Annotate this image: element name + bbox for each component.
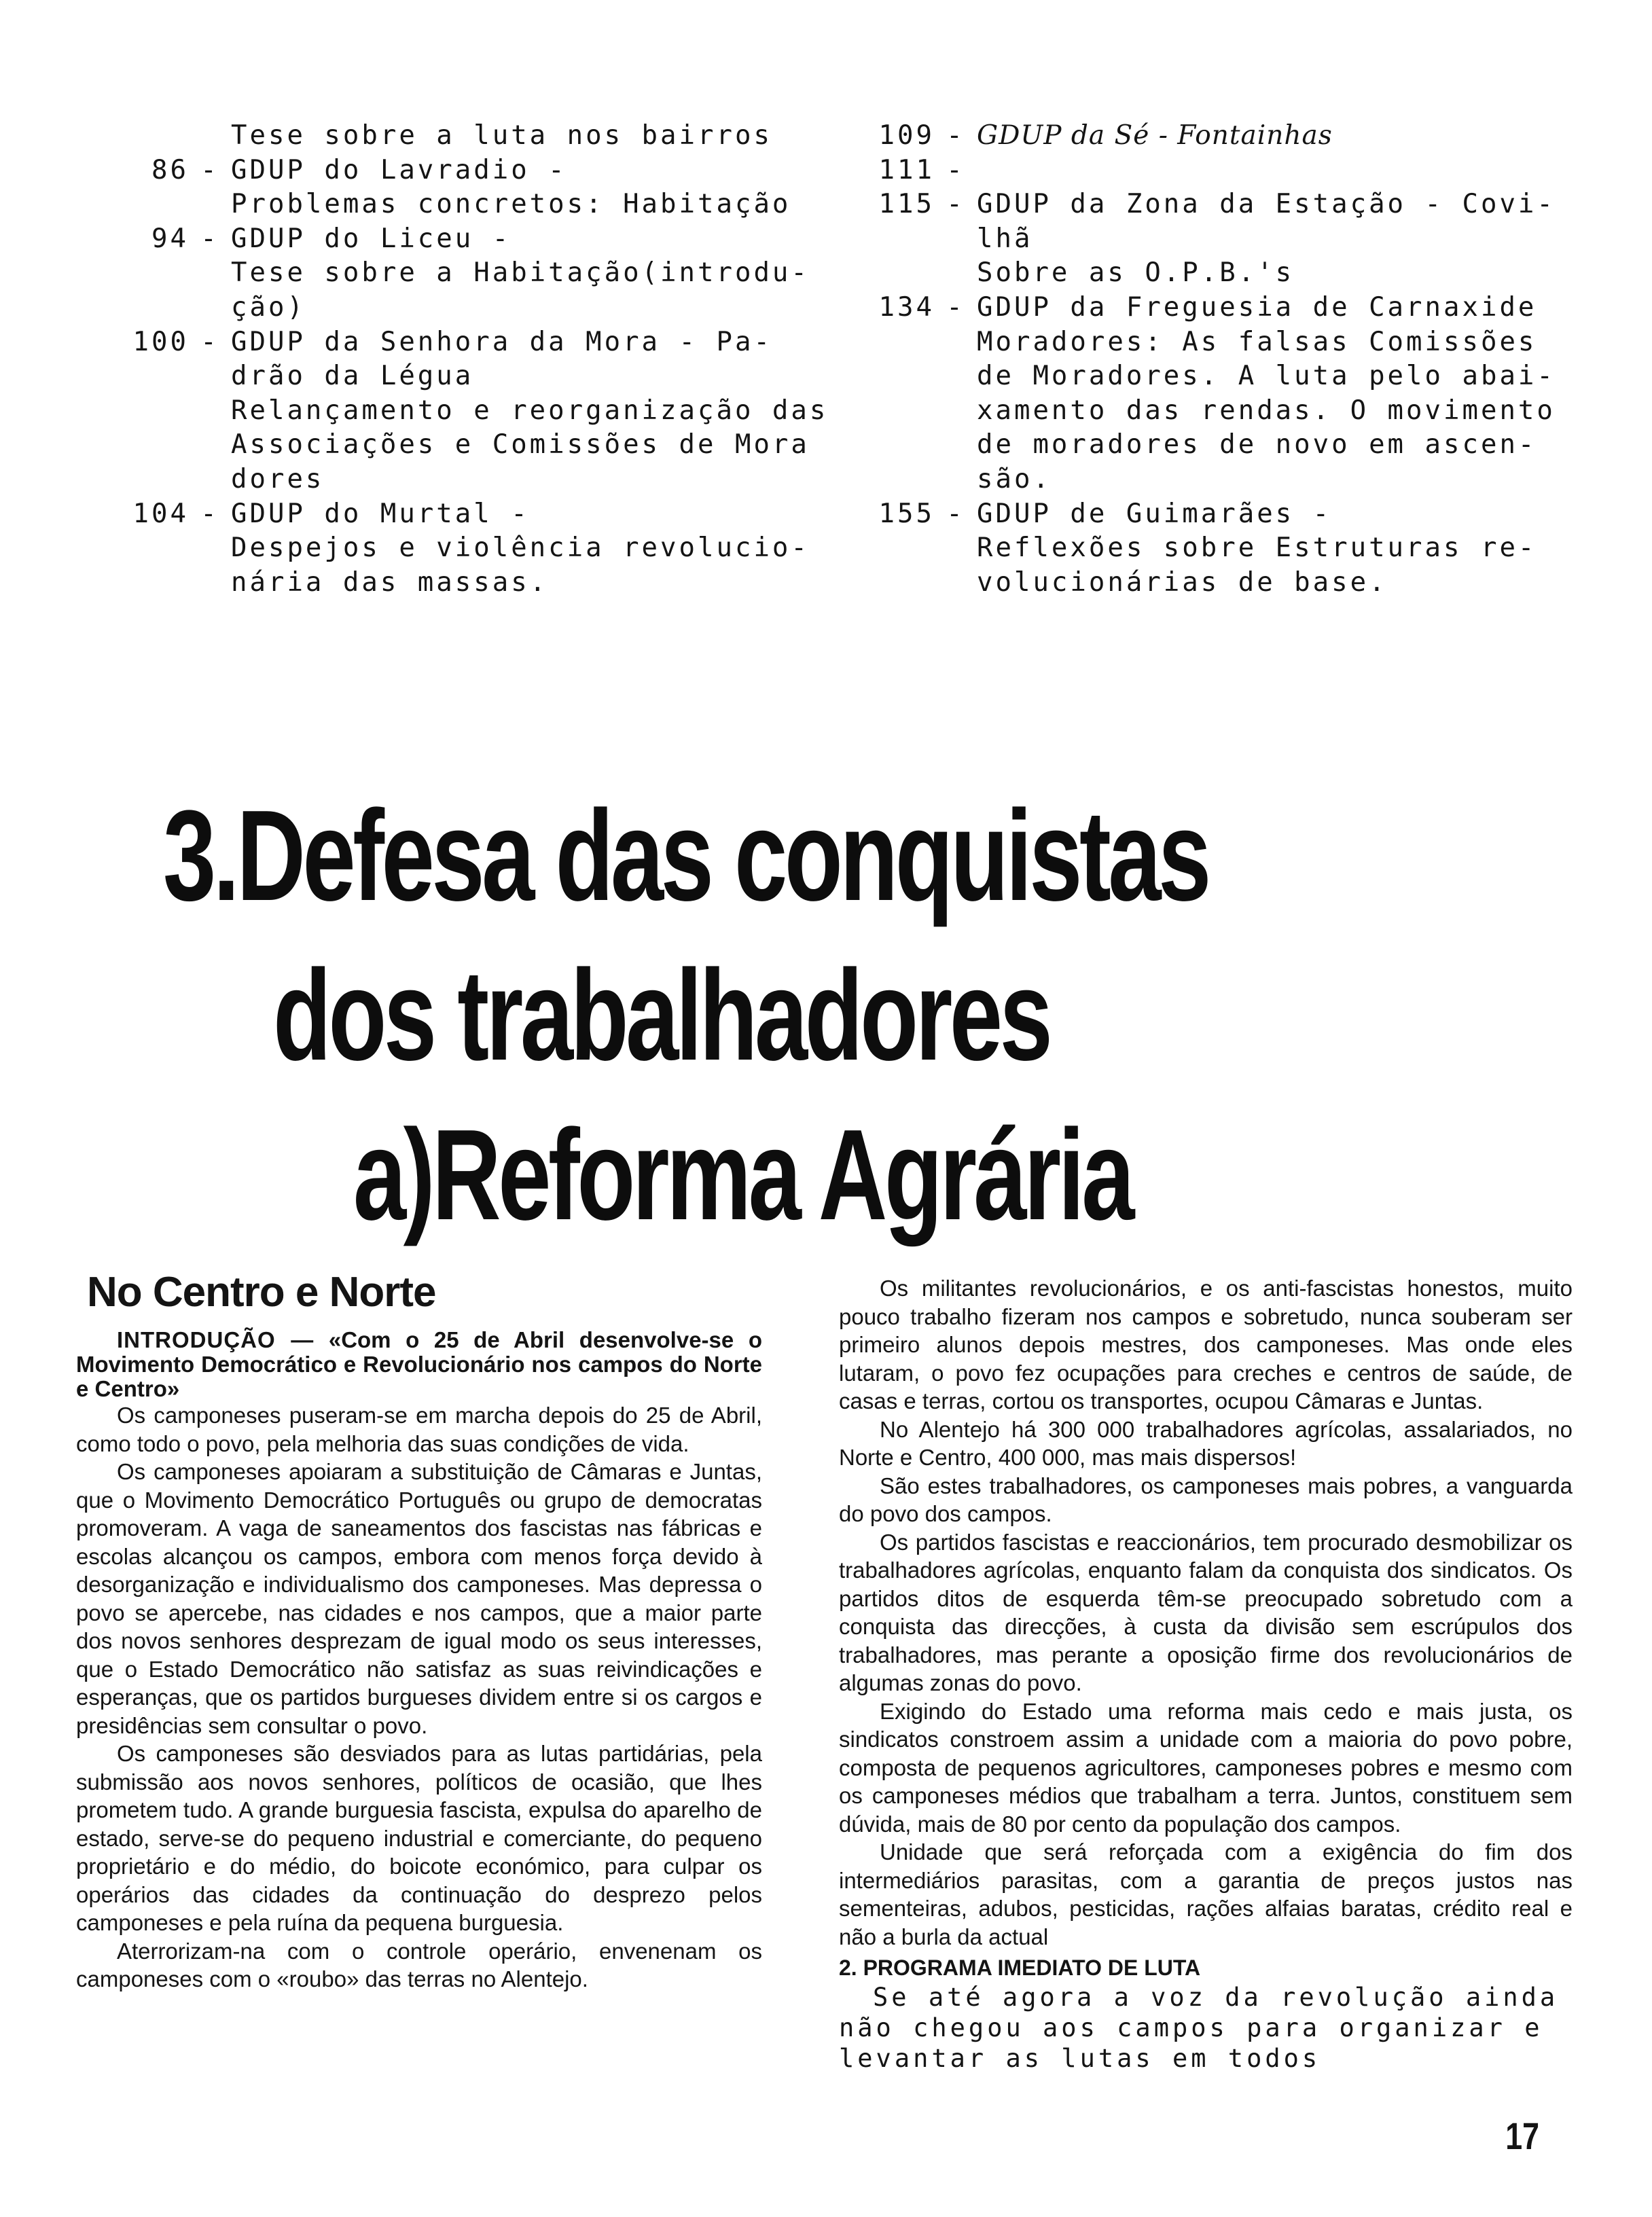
index-entry-number: 111 <box>878 154 935 185</box>
index-entry-line: de moradores de novo em ascen- <box>977 429 1537 461</box>
index-entry-line: Associações e Comissões de Mora <box>231 429 810 461</box>
index-entry-number: 155 <box>878 498 935 529</box>
index-entry-line: GDUP de Guimarães - <box>977 498 1332 529</box>
article-paragraph: Os camponeses puseram-se em marcha depois do 25 de Abril, como todo o povo, pela melhoria das suas condições de vida. <box>76 1403 762 1456</box>
index-entry-dash: - <box>946 154 965 185</box>
index-entry-number: 134 <box>878 291 935 323</box>
index-entry <box>109 222 810 325</box>
index-entry <box>109 325 829 497</box>
index-entry <box>855 187 1556 291</box>
index-entry <box>855 291 1556 497</box>
index-entry-line: GDUP da Zona da Estação - Covi- <box>977 189 1556 220</box>
index-entry-line: GDUP do Murtal - <box>231 498 530 529</box>
article-right-column <box>839 1274 1573 2074</box>
article-paragraph: Exigindo do Estado uma reforma mais cedo e mais justa, os sindicatos constroem assim a unidade com a maioria do povo pobre, composta de pequenos agricultores, camponeses pobres e mesmo com os camponeses médios que trabalham a terra. Juntos, constituem sem dúvida, mais de 80 por cento da população dos campos. <box>839 1698 1573 1837</box>
index-entry-dash: - <box>200 498 219 529</box>
index-entry-text <box>231 325 828 497</box>
index-entry-text <box>231 497 810 600</box>
index-entry-dash: - <box>946 291 965 323</box>
index-entry-number: 100 <box>132 326 189 357</box>
index-right-column <box>855 119 1556 600</box>
index-entry-line: GDUP do Lavradio - <box>231 154 567 185</box>
page-number: 17 <box>1505 2114 1539 2157</box>
index-entry-line: GDUP da Freguesia de Carnaxide <box>977 291 1537 323</box>
article-paragraph: No Alentejo há 300 000 trabalhadores agrícolas, assalariados, no Norte e Centro, 400 000, mas mais dispersos! <box>839 1416 1573 1470</box>
index-entry-text <box>231 154 795 222</box>
intro-lead: INTRODUÇÃO — <box>117 1327 315 1352</box>
index-entry-line: Sobre as O.P.B.'s <box>977 257 1295 289</box>
index-entry-line: Moradores: As falsas Comissões <box>977 326 1537 357</box>
index-entry-line: volucionárias de base. <box>977 566 1388 598</box>
article-paragraph: Unidade que será reforçada com a exigência do fim dos intermediários parasitas, com a garantia de preços justos nas sementeiras, adubos, pesticidas, rações alfaias baratas, crédito real e não a burla da actual <box>839 1839 1573 1949</box>
typed-paragraph: Se até agora a voz da revolução ainda não chegou aos campos para organizar e levantar as lutas em todos <box>839 1983 1559 2073</box>
article-paragraph: Os camponeses apoiaram a substituição de Câmaras e Juntas, que o Movimento Democrático Português ou grupo de democratas promoveram. A vaga de saneamentos dos fascistas nas fábricas e escolas alcançou os campos, embora com menos força devido à desorganização e individualismo dos camponeses. Mas depressa o povo se apercebe, nas cidades e nos campos, que a maior parte dos novos senhores desprezam de igual modo os seus interesses, que o Estado Democrático não satisfaz as suas reivindicações e esperanças, que os partidos burgueses dividem entre si os cargos e presidências sem consultar o povo. <box>76 1459 762 1738</box>
headline-line-1: 3.Defesa das conquistas <box>163 784 1208 928</box>
index-entry-line: dores <box>231 463 325 494</box>
index-entry-dash: - <box>200 154 219 185</box>
index-entry-line: GDUP do Liceu - <box>231 223 511 254</box>
index-entry-number: 94 <box>151 223 189 254</box>
article-paragraph: São estes trabalhadores, os camponeses mais pobres, a vanguarda do povo dos campos. <box>839 1473 1573 1526</box>
index-entry <box>855 497 1541 600</box>
article-left-column <box>76 1328 762 1994</box>
headline-line-3: a)Reforma Agrária <box>353 1103 1132 1247</box>
index-entry-number: 86 <box>151 154 189 185</box>
index-entry-text <box>977 154 1541 188</box>
index-entry-line: Tese sobre a Habitação(introdu- <box>231 257 810 289</box>
subsection-title: 2. PROGRAMA IMEDIATO DE LUTA <box>839 1955 1201 1980</box>
index-left-column <box>109 119 829 600</box>
index-entry-line: GDUP da Sé - Fontainhas <box>977 120 1333 151</box>
index-entry-dash <box>189 119 231 154</box>
index-entry-number: 109 <box>878 120 935 151</box>
index-entry-line: ção) <box>231 291 306 323</box>
index-entry-line: são. <box>977 463 1052 494</box>
index-entry-line <box>977 154 1541 188</box>
index-entry-text <box>231 222 810 325</box>
article-paragraph: Os camponeses são desviados para as lutas partidárias, pela submissão aos novos senhores, políticos de ocasião, que lhes prometem tudo. A grande burguesia fascista, expulsa do aparelho de estado, serve-se do pequeno industrial e comerciante, do pequeno proprietário e do médio, do boicote económico, para culpar os operários das cidades da continuação do desprezo pelos camponeses e pela ruína da pequena burguesia. <box>76 1741 762 1935</box>
article-paragraph: Aterrorizam-na com o controle operário, envenenam os camponeses com o «roubo» das terras no Alentejo. <box>76 1938 762 1991</box>
index-entry <box>855 119 1541 154</box>
index-entry-line: nária das massas. <box>231 566 549 598</box>
index-entry-dash: - <box>946 120 965 151</box>
index-entry-number: 115 <box>878 189 935 220</box>
index-entry-line: Tese sobre a luta nos bairros <box>231 120 772 151</box>
article-paragraph: Os partidos fascistas e reaccionários, tem procurado desmobilizar os trabalhadores agrícolas, enquanto falam da conquista dos sindicatos. Os partidos ditos de esquerda têm-se preocupado sobretudo com a conquista das direcções, à custa da divisão sem escrúpulos dos trabalhadores, mas perante a oposição firme dos revolucionários de algumas zonas do povo. <box>839 1529 1573 1695</box>
index-entry-dash: - <box>200 223 219 254</box>
index-entry-line: Problemas concretos: Habitação <box>231 189 791 220</box>
index-entry-text <box>231 119 795 154</box>
intro-paragraph <box>76 1328 762 1401</box>
index-entry-text <box>977 187 1556 291</box>
index-entry-line: GDUP da Senhora da Mora - Pa- <box>231 326 772 357</box>
section-title: No Centro e Norte <box>87 1269 436 1316</box>
intro-quote: «Com o 25 de Abril desenvolve-se o Movimento Democrático e Revolucionário nos campos do Norte e Centro» <box>76 1327 762 1401</box>
right-paragraphs <box>839 1274 1573 1951</box>
index-entry <box>109 154 795 222</box>
index-entry-line: drão da Légua <box>231 361 474 392</box>
index-entry-line: de Moradores. A luta pelo abai- <box>977 361 1556 392</box>
index-entry-line: xamento das rendas. O movimento <box>977 395 1556 426</box>
left-paragraphs <box>76 1401 762 1994</box>
index-entry-text <box>977 497 1541 600</box>
index-entry-number: 104 <box>132 498 189 529</box>
index-entry-text <box>977 119 1541 154</box>
index-entry-text <box>977 291 1556 497</box>
headline-line-2: dos trabalhadores <box>273 943 1050 1087</box>
index-entry-line: Despejos e violência revolucio- <box>231 533 810 564</box>
article-paragraph: Os militantes revolucionários, e os anti-fascistas honestos, muito pouco trabalho fizeram nos campos e sobretudo, nunca souberam ser primeiro alunos depois mestres, dos camponeses. Mas onde eles lutaram, o povo fez ocupações para creches e centros de saúde, de casas e terras, cortou os transportes, ocupou Câmaras e Juntas. <box>839 1276 1573 1413</box>
index-entry-line: Reflexões sobre Estruturas re- <box>977 533 1537 564</box>
index-entry <box>109 119 795 154</box>
index-entry <box>855 154 1541 188</box>
index-entry <box>109 497 810 600</box>
index-entry-dash: - <box>200 326 219 357</box>
index-entry-line: Relançamento e reorganização das <box>231 395 829 426</box>
index-entry-number <box>109 119 189 154</box>
index-entry-dash: - <box>946 189 965 220</box>
index-entry-line: lhã <box>977 223 1033 254</box>
index-entry-dash: - <box>946 498 965 529</box>
typed-paragraph-block <box>839 1982 1573 2074</box>
